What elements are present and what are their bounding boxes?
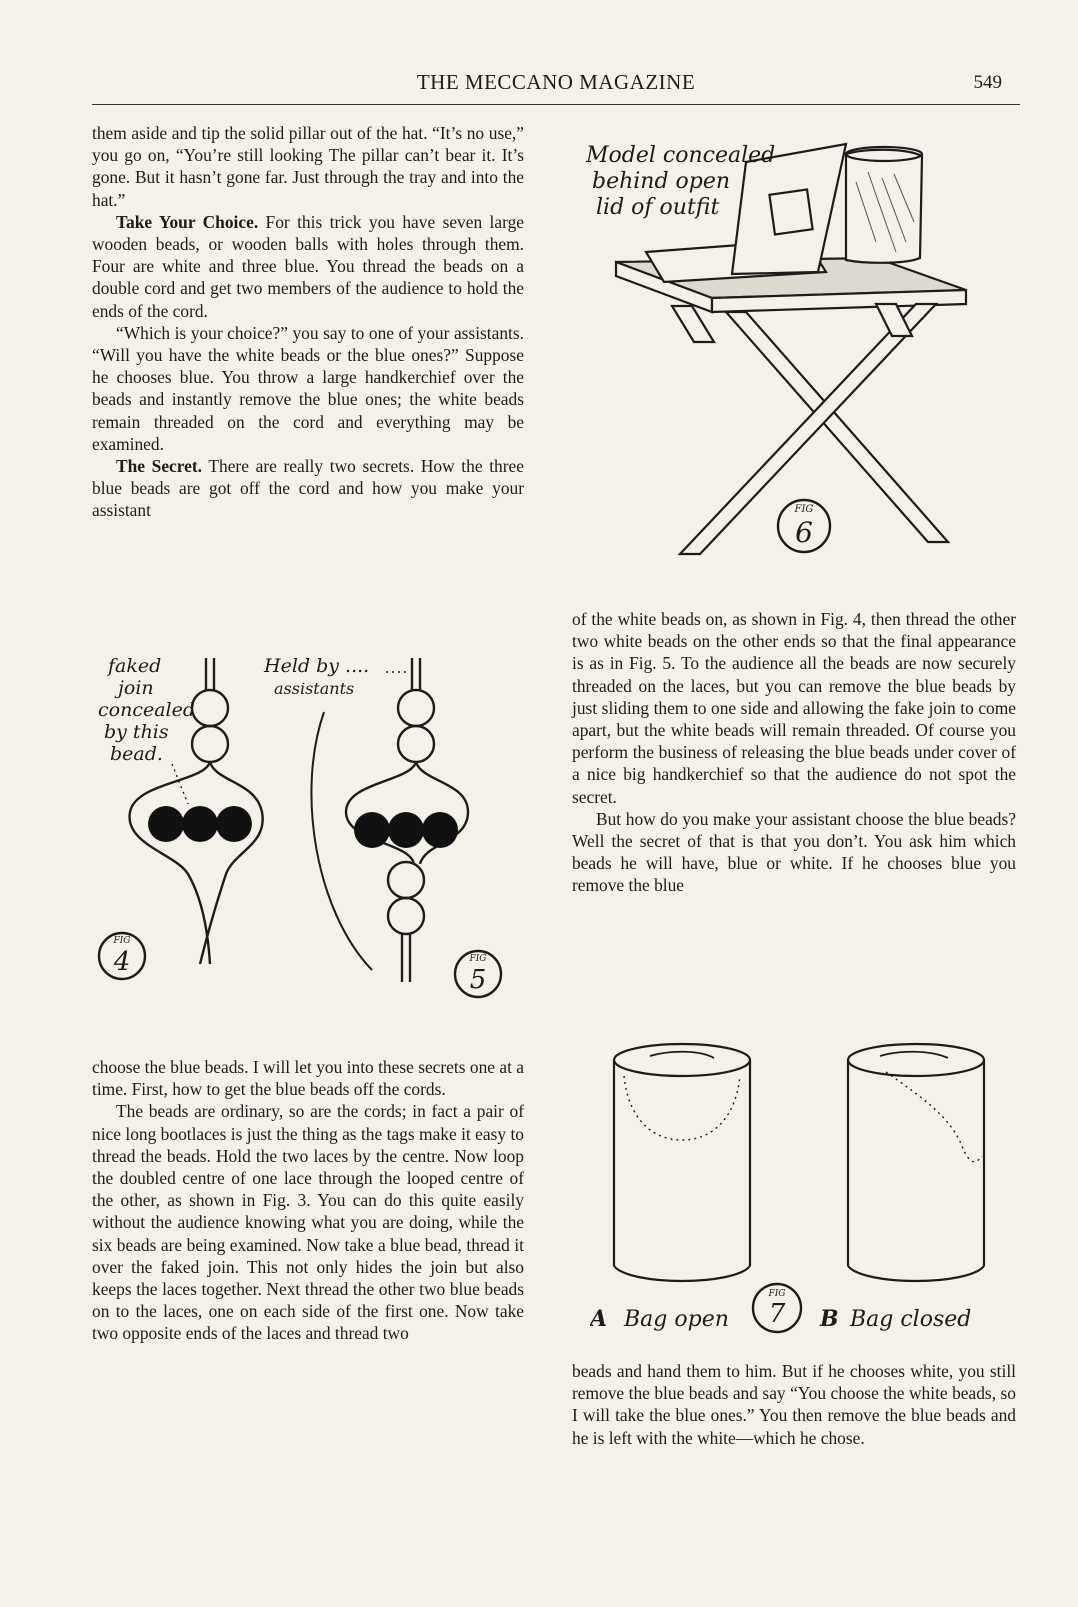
paragraph: Take Your Choice. For this trick you have seven large wooden beads, or wooden balls with holes through them. Four are white and three blue. You thread the beads on a double cord and get two members of the audience to hold the ends of the cord.: [92, 211, 524, 321]
figure-7-illustration: [590, 1036, 1010, 1338]
page-number: 549: [973, 72, 1002, 93]
svg-text:FIG: FIG: [794, 504, 814, 515]
svg-text:4: 4: [113, 947, 131, 977]
figure-7-badge: [753, 1284, 801, 1332]
figure-6-illustration: [576, 122, 1006, 582]
page-header: [92, 68, 1020, 105]
figure-4-5-illustration: [96, 652, 526, 1032]
figure-4-badge: [99, 933, 145, 979]
svg-text:7: 7: [768, 1299, 786, 1329]
paragraph: The beads are ordinary, so are the cords; in fact a pair of nice long bootlaces is just the thing as the tags make it easy to thread the beads. Hold the two laces by the centre. Now loop the doubled centre of one lace through the looped centre of the other, as shown in Fig. 3. You can do this quite easily without the audience knowing what you are doing, while the six beads are being examined. Now take a blue bead, thread it over the faked join. This not only hides the join but also keeps the laces together. Next thread the other two blue beads on to the laces, one on each side of the first one. Now take two opposite ends of the laces and thread two: [92, 1101, 524, 1344]
svg-text:FIG: FIG: [113, 936, 131, 946]
paragraph: beads and hand them to him. But if he chooses white, you still remove the blue beads and say “You choose the white beads, so I will take the blue ones.” You then remove the blue beads and he is left with the white—which he chose.: [572, 1361, 1016, 1448]
svg-text:6: 6: [795, 516, 813, 549]
faked-join-label-line: join: [118, 677, 154, 699]
held-by-label-line: Held by ....: [264, 655, 370, 677]
figure-6-caption-line: behind open: [592, 169, 731, 194]
svg-text:FIG: FIG: [768, 1289, 786, 1299]
figure-5-badge: [455, 951, 501, 997]
paragraph: But how do you make your assistant choose the blue beads? Well the secret of that is that you don’t. You ask him which beads he will have, blue or white. If he chooses blue you remove the blue: [572, 808, 1016, 896]
bag-b-letter: B: [820, 1306, 839, 1332]
held-by-label-line: assistants: [274, 679, 355, 698]
faked-join-label-line: by this: [104, 721, 169, 743]
paragraph: The Secret. There are really two secrets. How the three blue beads are got off the cord and how you make your assistant: [92, 456, 524, 521]
figure-6-caption-line: lid of outfit: [596, 195, 720, 220]
paragraph: of the white beads on, as shown in Fig. 4, then thread the other two white beads on the other ends so that the final appearance is as in Fig. 5. To the audience all the beads are now securely threaded on the laces, but you can remove the blue beads by just sliding them to one side and allowing the fake join to come apart, but the white beads will remain threaded. Of course you perform the business of releasing the blue beads under cover of a nice big handkerchief so that the audience do not spot the secret.: [572, 609, 1016, 807]
left-column-top: [92, 122, 524, 522]
paragraph: them aside and tip the solid pillar out of the hat. “It’s no use,” you go on, “You’re still looking The pillar can’t bear it. It’s gone. But it hasn’t gone far. Just through the tray and into the hat.”: [92, 123, 524, 210]
figure-6-badge: [778, 500, 830, 552]
paragraph: “Which is your choice?” you say to one of your assistants. “Will you have the white beads or the blue ones?” Suppose he chooses blue. You throw a large handkerchief over the beads and instantly remove the blue ones; the white beads remain threaded on the cord and everything may be examined.: [92, 322, 524, 454]
magazine-title: THE MECCANO MAGAZINE: [416, 70, 696, 94]
svg-text:5: 5: [469, 965, 487, 995]
section-heading: Take Your Choice.: [116, 211, 259, 232]
section-heading: The Secret.: [116, 456, 203, 477]
bag-b-caption: Bag closed: [850, 1307, 972, 1332]
faked-join-label-line: concealed: [98, 699, 196, 721]
bag-a-caption: Bag open: [624, 1307, 729, 1332]
faked-join-label-line: bead.: [110, 743, 163, 765]
bag-a-letter: A: [590, 1306, 608, 1332]
right-column-bottom: [572, 1360, 1016, 1449]
paragraph: choose the blue beads. I will let you into these secrets one at a time. First, how to get the blue beads off the cords.: [92, 1057, 524, 1100]
left-column-bottom: [92, 1056, 524, 1345]
svg-text:FIG: FIG: [469, 954, 487, 964]
right-column-middle: [572, 608, 1016, 897]
figure-6-caption-line: Model concealed: [586, 143, 776, 168]
faked-join-label-line: faked: [108, 655, 162, 677]
